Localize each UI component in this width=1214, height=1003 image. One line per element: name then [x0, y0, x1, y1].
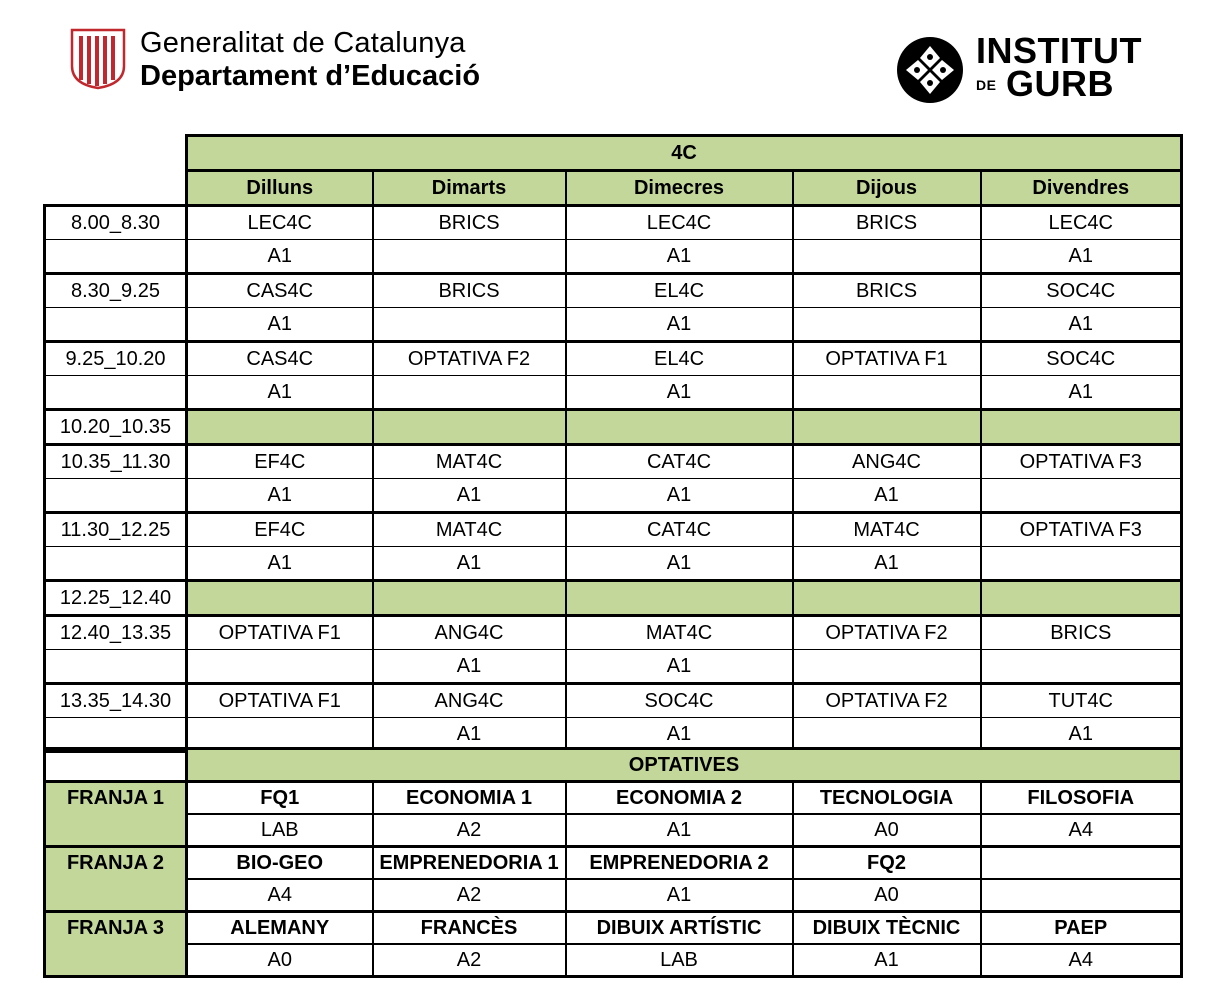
optative-subject: FQ1: [187, 782, 373, 815]
time-slot: 10.35_11.30: [45, 445, 187, 479]
subject-cell: SOC4C: [981, 342, 1182, 376]
time-slot-empty: [45, 547, 187, 581]
room-cell: A1: [373, 479, 566, 513]
time-slot: 10.20_10.35: [45, 410, 187, 445]
subject-cell: EF4C: [187, 513, 373, 547]
subject-cell: MAT4C: [373, 513, 566, 547]
room-cell: A1: [373, 547, 566, 581]
optative-subject: EMPRENEDORIA 1: [373, 847, 566, 880]
room-cell: A1: [981, 240, 1182, 274]
optative-subject: FRANCÈS: [373, 912, 566, 945]
time-slot-empty: [45, 479, 187, 513]
institut-title: [976, 30, 1142, 104]
room-cell: [793, 308, 981, 342]
optative-room: A2: [373, 944, 566, 977]
subject-cell: OPTATIVA F1: [793, 342, 981, 376]
optative-room: A0: [793, 814, 981, 847]
break-cell: [373, 410, 566, 445]
optative-subject: FILOSOFIA: [981, 782, 1182, 815]
optative-room: A0: [793, 879, 981, 912]
schedule-table: [43, 134, 1183, 753]
optative-subject: PAEP: [981, 912, 1182, 945]
time-slot: 8.30_9.25: [45, 274, 187, 308]
day-header: Dimarts: [373, 171, 566, 206]
optative-subject: ECONOMIA 1: [373, 782, 566, 815]
optatives-title: OPTATIVES: [187, 749, 1182, 782]
room-cell: A1: [981, 718, 1182, 752]
subject-cell: TUT4C: [981, 684, 1182, 718]
time-slot: 8.00_8.30: [45, 206, 187, 240]
time-slot: 12.40_13.35: [45, 616, 187, 650]
franja-label: FRANJA 1: [45, 782, 187, 847]
institut-logo-icon: [896, 36, 964, 104]
time-slot: 9.25_10.20: [45, 342, 187, 376]
time-slot-empty: [45, 376, 187, 410]
optative-subject: ECONOMIA 2: [566, 782, 793, 815]
room-cell: [793, 650, 981, 684]
room-cell: A1: [981, 376, 1182, 410]
subject-cell: EL4C: [566, 274, 793, 308]
day-header: Dimecres: [566, 171, 793, 206]
institut-word: INSTITUT: [976, 30, 1142, 71]
time-slot-empty: [45, 650, 187, 684]
room-cell: A1: [981, 308, 1182, 342]
subject-cell: OPTATIVA F1: [187, 684, 373, 718]
day-header: Divendres: [981, 171, 1182, 206]
room-cell: [981, 479, 1182, 513]
department-name: Departament d’Educació: [140, 60, 481, 92]
optative-room: A0: [187, 944, 373, 977]
subject-cell: SOC4C: [566, 684, 793, 718]
subject-cell: ANG4C: [373, 616, 566, 650]
room-cell: [187, 650, 373, 684]
time-slot: 12.25_12.40: [45, 581, 187, 616]
subject-cell: OPTATIVA F1: [187, 616, 373, 650]
institut-de: DE: [976, 77, 997, 93]
subject-cell: OPTATIVA F2: [793, 616, 981, 650]
optative-subject: EMPRENEDORIA 2: [566, 847, 793, 880]
day-header: Dijous: [793, 171, 981, 206]
room-cell: A1: [566, 547, 793, 581]
optative-subject: TECNOLOGIA: [793, 782, 981, 815]
optative-room: LAB: [187, 814, 373, 847]
optative-subject: FQ2: [793, 847, 981, 880]
optative-room: A1: [566, 814, 793, 847]
break-cell: [981, 410, 1182, 445]
room-cell: A1: [373, 718, 566, 752]
subject-cell: OPTATIVA F2: [373, 342, 566, 376]
time-slot-empty: [45, 240, 187, 274]
room-cell: [793, 376, 981, 410]
break-cell: [793, 581, 981, 616]
break-cell: [981, 581, 1182, 616]
schedule-title: 4C: [187, 136, 1182, 171]
room-cell: A1: [793, 479, 981, 513]
room-cell: A1: [566, 718, 793, 752]
subject-cell: MAT4C: [373, 445, 566, 479]
room-cell: [373, 308, 566, 342]
subject-cell: BRICS: [981, 616, 1182, 650]
optative-subject: DIBUIX ARTÍSTIC: [566, 912, 793, 945]
break-cell: [566, 410, 793, 445]
room-cell: A1: [566, 650, 793, 684]
room-cell: A1: [373, 650, 566, 684]
room-cell: A1: [793, 547, 981, 581]
subject-cell: CAT4C: [566, 445, 793, 479]
time-slot-empty: [45, 308, 187, 342]
schedule-corner: [45, 171, 187, 206]
optative-room: A2: [373, 814, 566, 847]
room-cell: A1: [187, 240, 373, 274]
optative-room: LAB: [566, 944, 793, 977]
generalitat-name: Generalitat de Catalunya: [140, 27, 466, 59]
room-cell: A1: [566, 240, 793, 274]
optatives-table: [43, 747, 1183, 978]
subject-cell: OPTATIVA F3: [981, 513, 1182, 547]
subject-cell: EL4C: [566, 342, 793, 376]
break-cell: [373, 581, 566, 616]
room-cell: A1: [566, 479, 793, 513]
break-cell: [566, 581, 793, 616]
room-cell: [981, 547, 1182, 581]
subject-cell: CAS4C: [187, 274, 373, 308]
room-cell: [373, 376, 566, 410]
optative-room: A2: [373, 879, 566, 912]
subject-cell: OPTATIVA F2: [793, 684, 981, 718]
break-cell: [187, 410, 373, 445]
franja-label: FRANJA 2: [45, 847, 187, 912]
break-cell: [187, 581, 373, 616]
subject-cell: BRICS: [373, 274, 566, 308]
optative-subject: DIBUIX TÈCNIC: [793, 912, 981, 945]
subject-cell: CAS4C: [187, 342, 373, 376]
room-cell: A1: [187, 547, 373, 581]
subject-cell: BRICS: [793, 274, 981, 308]
subject-cell: MAT4C: [793, 513, 981, 547]
optative-room: A1: [566, 879, 793, 912]
subject-cell: LEC4C: [566, 206, 793, 240]
franja-label: FRANJA 3: [45, 912, 187, 977]
subject-cell: LEC4C: [187, 206, 373, 240]
subject-cell: EF4C: [187, 445, 373, 479]
subject-cell: ANG4C: [793, 445, 981, 479]
subject-cell: BRICS: [373, 206, 566, 240]
generalitat-title: [140, 26, 480, 92]
break-cell: [793, 410, 981, 445]
subject-cell: CAT4C: [566, 513, 793, 547]
subject-cell: SOC4C: [981, 274, 1182, 308]
optatives-corner: [45, 749, 187, 782]
room-cell: [793, 240, 981, 274]
subject-cell: ANG4C: [373, 684, 566, 718]
schedule-corner: [45, 136, 187, 171]
subject-cell: OPTATIVA F3: [981, 445, 1182, 479]
subject-cell: LEC4C: [981, 206, 1182, 240]
room-cell: [981, 650, 1182, 684]
optative-room: A4: [981, 944, 1182, 977]
day-header: Dilluns: [187, 171, 373, 206]
institut-gurb: GURB: [1006, 63, 1114, 104]
subject-cell: BRICS: [793, 206, 981, 240]
optative-subject: BIO-GEO: [187, 847, 373, 880]
generalitat-logo-icon: [68, 26, 128, 90]
optative-room: A4: [187, 879, 373, 912]
optative-room: [981, 879, 1182, 912]
room-cell: A1: [187, 479, 373, 513]
time-slot: 13.35_14.30: [45, 684, 187, 718]
room-cell: A1: [187, 308, 373, 342]
optative-room: A4: [981, 814, 1182, 847]
room-cell: A1: [566, 308, 793, 342]
optative-room: A1: [793, 944, 981, 977]
optative-subject: [981, 847, 1182, 880]
room-cell: A1: [566, 376, 793, 410]
institut-name: [976, 63, 1142, 104]
optative-subject: ALEMANY: [187, 912, 373, 945]
room-cell: A1: [187, 376, 373, 410]
room-cell: [373, 240, 566, 274]
time-slot: 11.30_12.25: [45, 513, 187, 547]
subject-cell: MAT4C: [566, 616, 793, 650]
